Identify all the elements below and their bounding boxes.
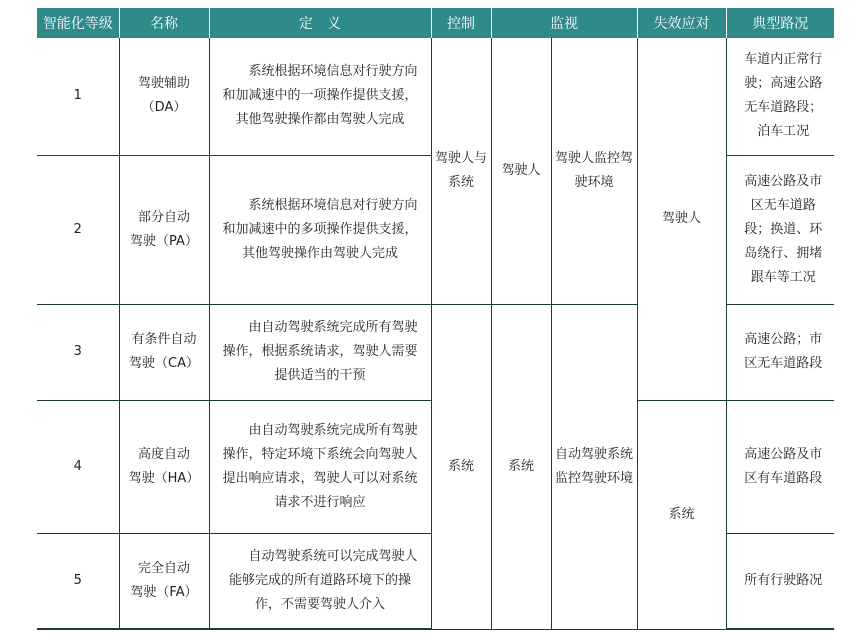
automation-levels-table (37, 8, 834, 630)
monitor-cell: 系统 (491, 304, 551, 629)
road-cell: 车道内正常行驶；高速公路无车道路段；泊车工况 (726, 38, 834, 155)
road-cell: 高速公路及市区有车道路段 (726, 400, 834, 533)
table-row (37, 38, 834, 155)
level-cell: 2 (37, 155, 119, 304)
definition-text: 由自动驾驶系统完成所有驾驶操作，根据系统请求，驾驶人需要提供适当的干预 (222, 320, 418, 383)
header-monitor: 监视 (491, 8, 637, 38)
header-name: 名称 (119, 8, 209, 38)
header-level: 智能化等级 (37, 8, 119, 38)
header-row (37, 8, 834, 38)
fallback-cell: 驾驶人 (637, 38, 726, 400)
level-cell: 5 (37, 533, 119, 629)
monitor-env-cell: 自动驾驶系统监控驾驶环境 (551, 304, 637, 629)
name-abbr: 驾驶（HA） (128, 470, 200, 486)
definition-text: 系统根据环境信息对行驶方向和加减速中的多项操作提供支援，其他驾驶操作由驾驶人完成 (222, 197, 418, 261)
monitor-cell: 驾驶人 (491, 38, 551, 304)
header-definition: 定 义 (209, 8, 431, 38)
name-cell (119, 533, 209, 629)
level-cell: 1 (37, 38, 119, 155)
header-control: 控制 (431, 8, 491, 38)
level-cell: 4 (37, 400, 119, 533)
definition-cell (209, 304, 431, 400)
definition-cell (209, 533, 431, 629)
name-line: 驾驶辅助 (137, 76, 190, 92)
name-abbr: 驾驶（PA） (130, 233, 198, 249)
name-cell (119, 38, 209, 155)
control-cell: 驾驶人与系统 (431, 38, 491, 304)
definition-cell (209, 155, 431, 304)
name-cell (119, 155, 209, 304)
monitor-env-cell: 驾驶人监控驾驶环境 (551, 38, 637, 304)
definition-cell (209, 38, 431, 155)
level-cell: 3 (37, 304, 119, 400)
name-abbr: 驾驶（FA） (130, 584, 198, 600)
name-line: 部分自动 (137, 209, 190, 225)
fallback-cell: 系统 (637, 400, 726, 629)
header-fallback: 失效应对 (637, 8, 726, 38)
name-line: 高度自动 (137, 446, 190, 462)
road-cell: 高速公路；市区无车道路段 (726, 304, 834, 400)
name-cell (119, 304, 209, 400)
name-cell (119, 400, 209, 533)
definition-text: 系统根据环境信息对行驶方向和加减速中的一项操作提供支援，其他驾驶操作都由驾驶人完成 (222, 64, 418, 128)
definition-text: 由自动驾驶系统完成所有驾驶操作，特定环境下系统会向驾驶人提出响应请求，驾驶人可以对系统请求不进行响应 (222, 422, 418, 510)
name-line: 有条件自动 (131, 332, 197, 347)
name-abbr: 驾驶（CA） (129, 356, 199, 371)
header-road: 典型路况 (726, 8, 834, 38)
road-cell: 所有行驶路况 (726, 533, 834, 629)
definition-text: 自动驾驶系统可以完成驾驶人能够完成的所有道路环境下的操作，不需要驾驶人介入 (228, 548, 418, 612)
name-line: 完全自动 (137, 560, 190, 576)
control-cell: 系统 (431, 304, 491, 629)
definition-cell (209, 400, 431, 533)
road-cell: 高速公路及市区无车道路段；换道、环岛绕行、拥堵跟车等工况 (726, 155, 834, 304)
name-abbr: （DA） (141, 100, 187, 116)
